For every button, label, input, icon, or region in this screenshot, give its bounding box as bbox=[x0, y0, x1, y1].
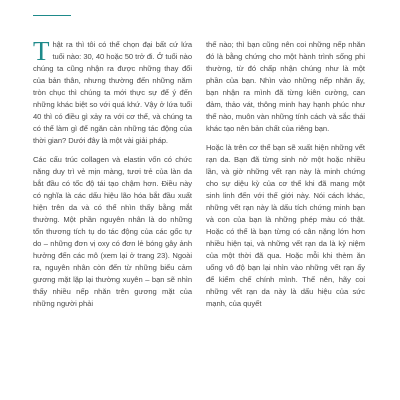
left-column bbox=[33, 36, 192, 317]
intro-paragraph bbox=[33, 36, 192, 147]
stretch-marks-paragraph: Hoặc là trên cơ thể bạn sẽ xuất hiện những vết rạn da. Bạn đã từng sinh nở một hoặc nhiều lần, và giờ những vết rạn này là minh chứng cho sự diệu kỳ của cơ thể khi đã mang một sinh linh đến với thế giới này. Nói cách khác, những vết rạn này là dấu tích chứng minh bạn và con của bạn là những phép màu có thật. Hoặc có thể là bạn từng có cân nặng lớn hơn nhiều hiện tại, và những vết rạn da là kỷ niệm của một thời đã qua. Hoặc mỗi khi thèm ăn uống vô độ bạn lại nhìn vào những vết rạn ấy để kiểm chế chính mình. Thế nên, hãy coi những vết rạn da này là dấu hiệu của sức mạnh, của quyết bbox=[206, 143, 365, 308]
right-column bbox=[206, 39, 365, 317]
drop-cap: T bbox=[33, 36, 50, 66]
header-rule bbox=[33, 15, 71, 16]
wrinkles-paragraph: thế nào; thì bạn cũng nên coi những nếp nhăn đó là bằng chứng cho một hành trình sống phi thường, từ đó chấp nhận chúng như là một phần của bạn. Nhìn vào những nếp nhăn ấy, bạn nhận ra mình đã từng kiên cường, can đảm, thảo vát, thông minh hay hạnh phúc như thế nào, muôn vàn những tính cách và sắc thái khác tạo nên bản chất của riêng bạn. bbox=[206, 40, 365, 133]
collagen-paragraph: Các cấu trúc collagen và elastin vốn có chức năng duy trì vẻ mịn màng, tươi trẻ của làn da bắt đầu có tốc độ tái tạo chậm hơn. Điều này có nghĩa là các dấu hiệu lão hóa bắt đầu xuất hiện trên da và có thể nhìn thấy bằng mắt thường. Một phần nguyên nhân là do những tổn thương tích tụ do tác động của các gốc tự do – những đơn vị oxy có đơn lẻ bóng gây ảnh hưởng đến các mô (xem lại ở trang 23). Ngoài ra, nguyên nhân còn đến từ những biểu cảm gương mặt lặp lại thường xuyên – bạn sẽ nhìn thấy nhiều nếp nhăn trên gương mặt của những người phải bbox=[33, 155, 192, 308]
intro-text: hật ra thì tôi có thể chọn đại bất cứ lứa tuổi nào: 30, 40 hoặc 50 trở đi. Ở tuổi nào chúng ta cũng nhận ra được những thay đổi của bản thân, nhưng thường đến những năm tròn chục thì chúng ta mới thực sự để ý đến những khác biệt so với quá khứ. Vậy ở lứa tuổi 40 thì có điều gì xảy ra với cơ thể, và chúng ta có thể làm gì để ngăn cản những tác động của thời gian? Dưới đây là một vài giải pháp. bbox=[33, 40, 192, 145]
